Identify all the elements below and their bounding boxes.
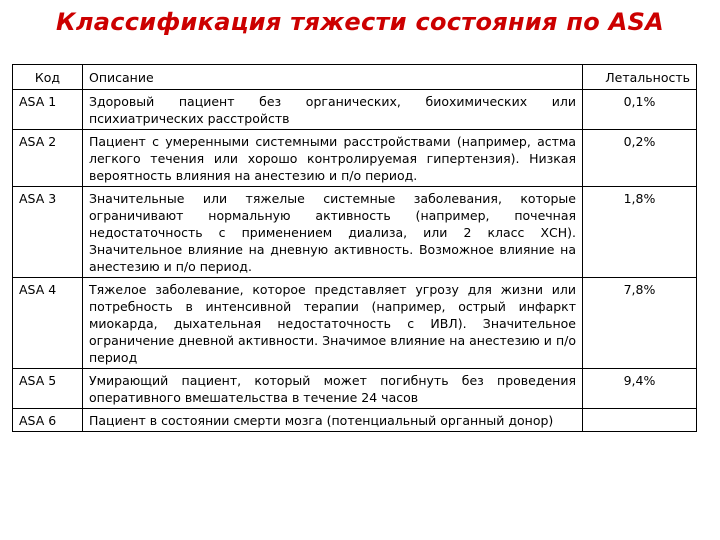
asa-code: ASA 4	[13, 278, 83, 369]
asa-code: ASA 3	[13, 187, 83, 278]
asa-description: Значительные или тяжелые системные заболевания, которые ограничивают нормальную активность (например, почечная недостаточность с применением диализа, или 2 класс ХСН). Значительное влияние на дневную активность. Возможное влияние на анестезию и п/о период.	[83, 187, 583, 278]
asa-lethality: 0,2%	[583, 130, 697, 187]
asa-classification-table	[12, 64, 697, 432]
asa-lethality: 1,8%	[583, 187, 697, 278]
header-code: Код	[13, 65, 83, 90]
table-header-row	[13, 65, 697, 90]
table-row-asa-4	[13, 278, 697, 369]
header-lethality: Летальность	[583, 65, 697, 90]
asa-lethality: 7,8%	[583, 278, 697, 369]
asa-lethality: 9,4%	[583, 369, 697, 409]
asa-description: Тяжелое заболевание, которое представляет угрозу для жизни или потребность в интенсивной терапии (например, острый инфаркт миокарда, дыхательная недостаточность с ИВЛ). Значительное ограничение дневной активности. Значимое влияние на анестезию и п/о период	[83, 278, 583, 369]
table-row-asa-5	[13, 369, 697, 409]
table-row-asa-3	[13, 187, 697, 278]
asa-description: Здоровый пациент без органических, биохимических или психиатрических расстройств	[83, 90, 583, 130]
asa-description: Пациент в состоянии смерти мозга (потенциальный органный донор)	[83, 409, 583, 432]
asa-code: ASA 2	[13, 130, 83, 187]
asa-code: ASA 6	[13, 409, 83, 432]
asa-description: Пациент с умеренными системными расстройствами (например, астма легкого течения или хорошо контролируемая гипертензия). Низкая вероятность влияния на анестезию и п/о период.	[83, 130, 583, 187]
asa-code: ASA 5	[13, 369, 83, 409]
table-row-asa-1	[13, 90, 697, 130]
asa-lethality	[583, 409, 697, 432]
table-row-asa-6	[13, 409, 697, 432]
table-row-asa-2	[13, 130, 697, 187]
asa-lethality: 0,1%	[583, 90, 697, 130]
asa-code: ASA 1	[13, 90, 83, 130]
page-title: Классификация тяжести состояния по ASA	[55, 8, 665, 36]
header-description: Описание	[83, 65, 583, 90]
asa-description: Умирающий пациент, который может погибнуть без проведения оперативного вмешательства в течение 24 часов	[83, 369, 583, 409]
